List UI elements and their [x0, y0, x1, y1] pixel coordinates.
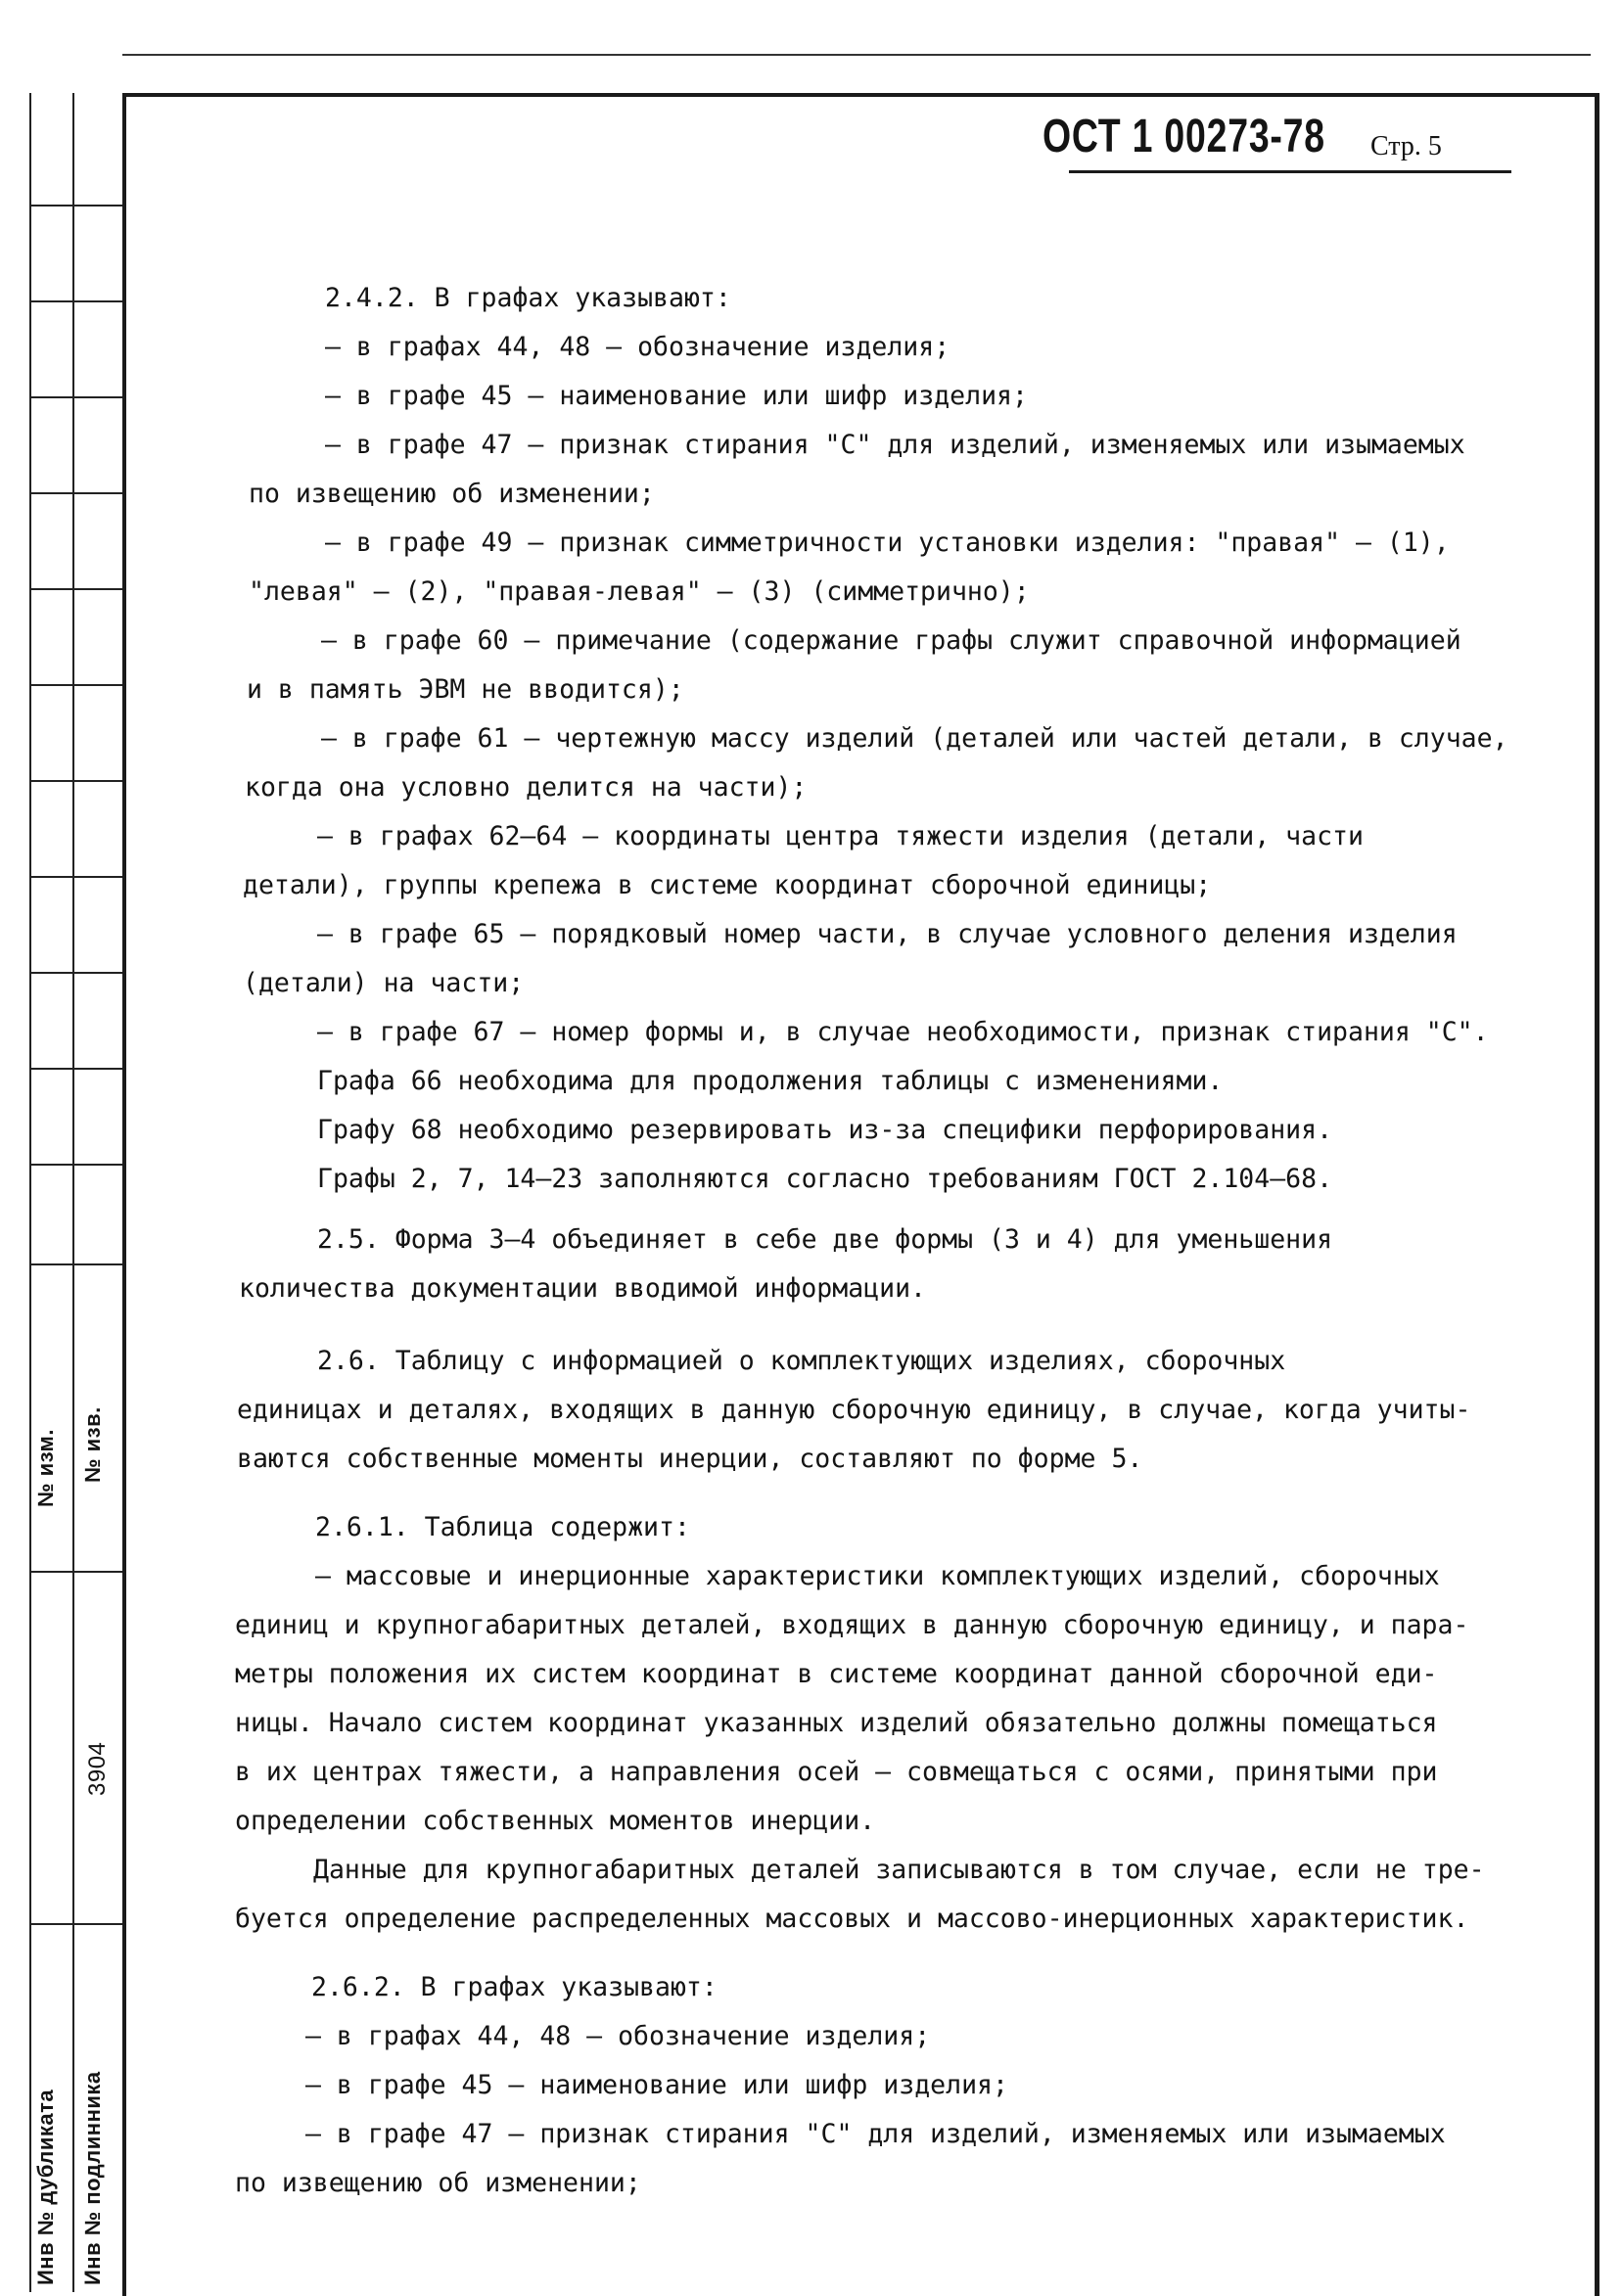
- text-line: – в графах 44, 48 – обозначение изделия;: [325, 332, 950, 362]
- strip-cell-line: [29, 876, 122, 878]
- text-line: Графа 66 необходима для продолжения таблицы с изменениями.: [317, 1066, 1224, 1096]
- strip-line: [72, 93, 74, 2292]
- text-line: – в графе 45 – наименование или шифр изделия;: [325, 381, 1028, 411]
- text-line: "левая" – (2), "правая-левая" – (3) (симметрично);: [249, 576, 1030, 607]
- text-line: ваются собственные моменты инерции, составляют по форме 5.: [237, 1444, 1143, 1474]
- text-line: 2.4.2. В графах указывают:: [325, 283, 731, 313]
- strip-cell-line: [29, 1571, 122, 1573]
- strip-line: [29, 93, 31, 2292]
- strip-cell-line: [29, 300, 122, 302]
- text-line: количества документации вводимой информации.: [239, 1273, 926, 1304]
- text-line: Данные для крупногабаритных деталей записываются в том случае, если не тре-: [313, 1855, 1485, 1885]
- text-line: метры положения их систем координат в системе координат данной сборочной еди-: [235, 1659, 1438, 1689]
- text-line: единиц и крупногабаритных деталей, входящих в данную сборочную единицу, и пара-: [235, 1610, 1469, 1640]
- binding-strip: [29, 93, 122, 2292]
- text-line: – в графе 60 – примечание (содержание графы служит справочной информацией: [321, 625, 1461, 656]
- text-line: Графы 2, 7, 14–23 заполняются согласно требованиям ГОСТ 2.104–68.: [317, 1164, 1333, 1194]
- top-rule: [122, 54, 1591, 56]
- text-line: – в графе 67 – номер формы и, в случае необходимости, признак стирания "С".: [317, 1017, 1489, 1047]
- header-underline: [1069, 170, 1511, 173]
- strip-cell-line: [29, 780, 122, 782]
- strip-cell-line: [29, 205, 122, 207]
- text-line: – в графе 45 – наименование или шифр изделия;: [305, 2070, 1008, 2100]
- strip-cell-line: [29, 1923, 122, 1925]
- podlinnik-number: 3904: [84, 1741, 111, 1796]
- text-line: 2.6. Таблицу с информацией о комплектующих изделиях, сборочных: [317, 1346, 1286, 1376]
- page-number: Стр. 5: [1370, 131, 1442, 161]
- text-line: Графу 68 необходимо резервировать из-за специфики перфорирования.: [317, 1115, 1333, 1145]
- text-line: детали), группы крепежа в системе координат сборочной единицы;: [243, 870, 1212, 900]
- strip-cell-line: [29, 396, 122, 398]
- strip-cell-line: [29, 492, 122, 494]
- text-line: определении собственных моментов инерции.: [235, 1806, 876, 1836]
- text-line: 2.6.2. В графах указывают:: [311, 1972, 718, 2002]
- text-line: – в графе 47 – признак стирания "С" для изделий, изменяемых или изымаемых: [305, 2119, 1446, 2149]
- text-line: (детали) на части;: [243, 968, 525, 998]
- page-header: [1043, 110, 1442, 163]
- text-line: – в графах 62–64 – координаты центра тяжести изделия (детали, части: [317, 821, 1364, 851]
- izv-label: № изв.: [80, 1406, 105, 1483]
- text-line: по извещению об изменении;: [235, 2168, 641, 2198]
- text-line: – в графах 44, 48 – обозначение изделия;: [305, 2021, 931, 2051]
- text-line: – в графе 61 – чертежную массу изделий (деталей или частей детали, в случае,: [321, 723, 1508, 754]
- strip-cell-line: [29, 684, 122, 686]
- text-line: 2.6.1. Таблица содержит:: [315, 1512, 690, 1542]
- text-line: по извещению об изменении;: [249, 479, 655, 509]
- text-line: – в графе 47 – признак стирания "С" для изделий, изменяемых или изымаемых: [325, 430, 1465, 460]
- doc-number: ОСТ 1 00273-78: [1043, 111, 1325, 162]
- dublikat-label: Инв № дубликата: [33, 2089, 58, 2285]
- strip-cell-line: [29, 1263, 122, 1265]
- text-line: – массовые и инерционные характеристики комплектующих изделий, сборочных: [315, 1561, 1440, 1591]
- strip-cell-line: [29, 1068, 122, 1070]
- strip-cell-line: [29, 972, 122, 974]
- text-line: когда она условно делится на части);: [245, 772, 808, 803]
- text-line: – в графе 49 – признак симметричности установки изделия: "правая" – (1),: [325, 528, 1450, 558]
- text-line: 2.5. Форма 3–4 объединяет в себе две формы (3 и 4) для уменьшения: [317, 1224, 1333, 1255]
- text-line: единицах и деталях, входящих в данную сборочную единицу, в случае, когда учиты-: [237, 1395, 1471, 1425]
- text-line: и в память ЭВМ не вводится);: [247, 674, 684, 705]
- podlinnik-label: Инв № подлинника: [80, 2071, 105, 2285]
- izm-label: № изм.: [33, 1429, 58, 1507]
- text-line: ницы. Начало систем координат указанных изделий обязательно должны помещаться: [235, 1708, 1438, 1738]
- text-line: буется определение распределенных массовых и массово-инерционных характеристик.: [235, 1904, 1469, 1934]
- strip-cell-line: [29, 588, 122, 590]
- text-line: – в графе 65 – порядковый номер части, в случае условного деления изделия: [317, 919, 1458, 949]
- text-line: в их центрах тяжести, а направления осей – совмещаться с осями, принятыми при: [235, 1757, 1438, 1787]
- strip-cell-line: [29, 1164, 122, 1166]
